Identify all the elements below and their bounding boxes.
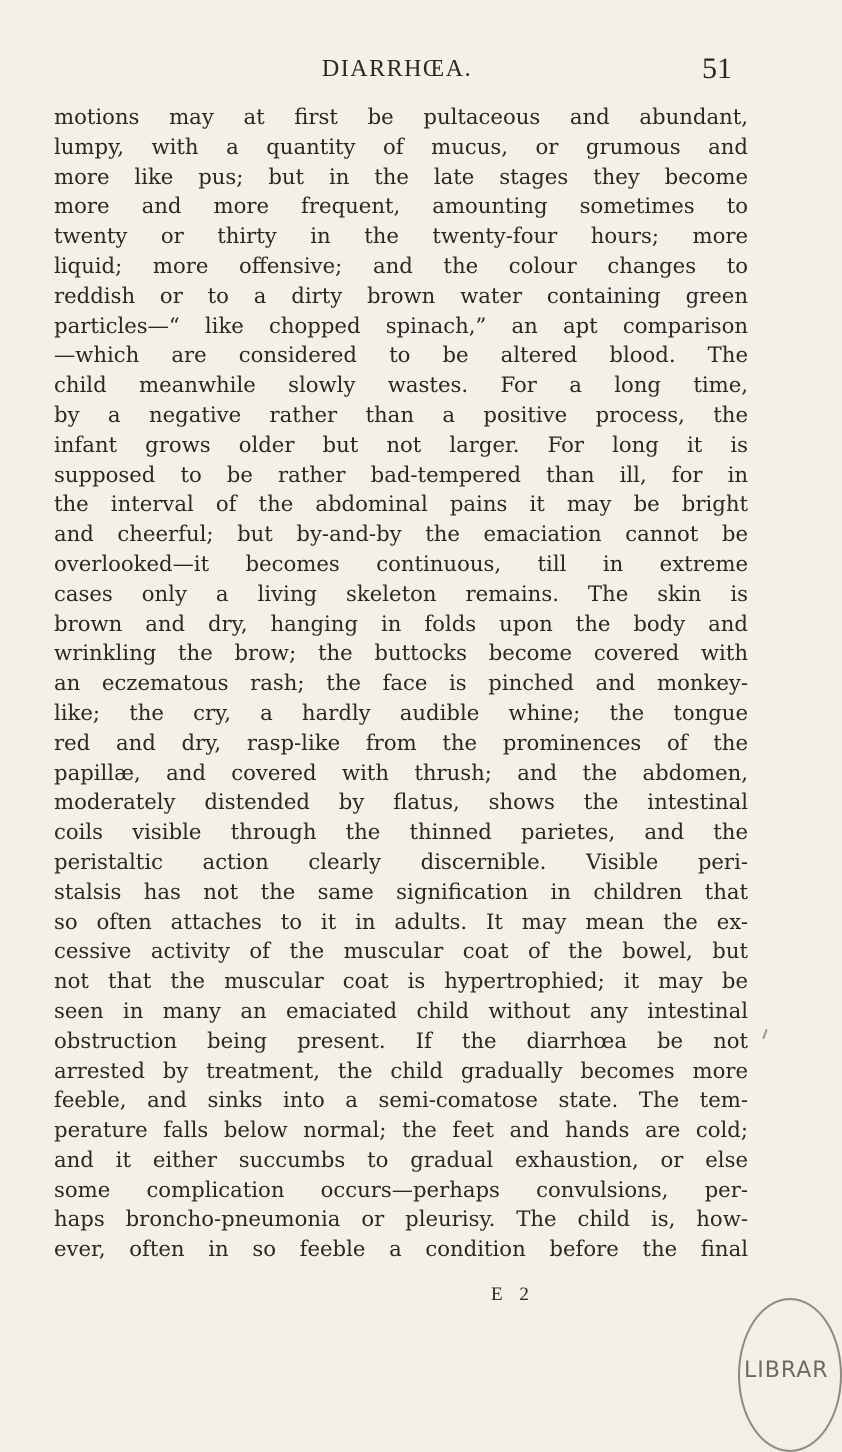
library-stamp [738, 1298, 829, 1405]
text-line: by a negative rather than a positive process, the [54, 401, 748, 427]
text-line: lumpy, with a quantity of mucus, or grumous and [54, 133, 748, 159]
text-line: so often attaches to it in adults. It may mean the ex- [54, 908, 748, 934]
text-line: infant grows older but not larger. For long it is [54, 431, 748, 457]
margin-tick-mark [762, 1029, 767, 1039]
page-number: 51 [702, 52, 732, 85]
text-line: cessive activity of the muscular coat of the bowel, but [54, 938, 748, 964]
text-line: seen in many an emaciated child without any intestinal [54, 997, 748, 1023]
body-paragraph [54, 102, 748, 1264]
text-line: and it either succumbs to gradual exhaustion, or else [54, 1146, 748, 1172]
text-line: ever, often in so feeble a condition before the final [54, 1236, 748, 1262]
text-line: peristaltic action clearly discernible. Visible peri- [54, 848, 748, 874]
text-line: reddish or to a dirty brown water containing green [54, 282, 748, 308]
text-line: obstruction being present. If the diarrhœa be not [54, 1027, 748, 1053]
text-line: like; the cry, a hardly audible whine; the tongue [54, 699, 748, 725]
text-line: more and more frequent, amounting sometimes to [54, 193, 748, 219]
text-line: red and dry, rasp-like from the prominences of the [54, 729, 748, 755]
text-line: some complication occurs—perhaps convulsions, per- [54, 1176, 748, 1202]
text-line: stalsis has not the same signification in children that [54, 878, 748, 904]
text-line: motions may at first be pultaceous and abundant, [54, 104, 748, 129]
text-line: feeble, and sinks into a semi-comatose state. The tem- [54, 1087, 748, 1113]
text-line: overlooked—it becomes continuous, till in extreme [54, 550, 748, 576]
text-line: more like pus; but in the late stages they become [54, 163, 748, 189]
text-line: —which are considered to be altered blood. The [54, 342, 748, 368]
text-line: twenty or thirty in the twenty-four hours; more [54, 223, 748, 249]
text-line: and cheerful; but by-and-by the emaciation cannot be [54, 521, 748, 547]
signature-mark: E 2 [491, 1284, 535, 1305]
text-line: liquid; more offensive; and the colour changes to [54, 252, 748, 278]
text-line: the interval of the abdominal pains it may be bright [54, 491, 748, 517]
stamp-label: LIBRAR [744, 1358, 829, 1383]
running-title: DIARRHŒA. [321, 56, 473, 82]
text-line: haps broncho-pneumonia or pleurisy. The child is, how- [54, 1206, 748, 1232]
text-line: moderately distended by flatus, shows the intestinal [54, 789, 748, 815]
text-line: papillæ, and covered with thrush; and the abdomen, [54, 759, 748, 785]
text-line: brown and dry, hanging in folds upon the body and [54, 610, 748, 636]
text-line: not that the muscular coat is hypertrophied; it may be [54, 968, 748, 994]
text-line: coils visible through the thinned parietes, and the [54, 819, 748, 845]
text-line: child meanwhile slowly wastes. For a long time, [54, 372, 748, 398]
page-header [52, 52, 742, 92]
text-line: an eczematous rash; the face is pinched and monkey- [54, 670, 748, 696]
text-line: supposed to be rather bad-tempered than ill, for in [54, 461, 748, 487]
text-line: cases only a living skeleton remains. The skin is [54, 580, 748, 606]
text-line: wrinkling the brow; the buttocks become covered with [54, 640, 748, 666]
text-line: arrested by treatment, the child gradually becomes more [54, 1057, 748, 1083]
text-line: particles—“ like chopped spinach,” an apt comparison [54, 312, 748, 338]
text-line: perature falls below normal; the feet and hands are cold; [54, 1117, 748, 1143]
